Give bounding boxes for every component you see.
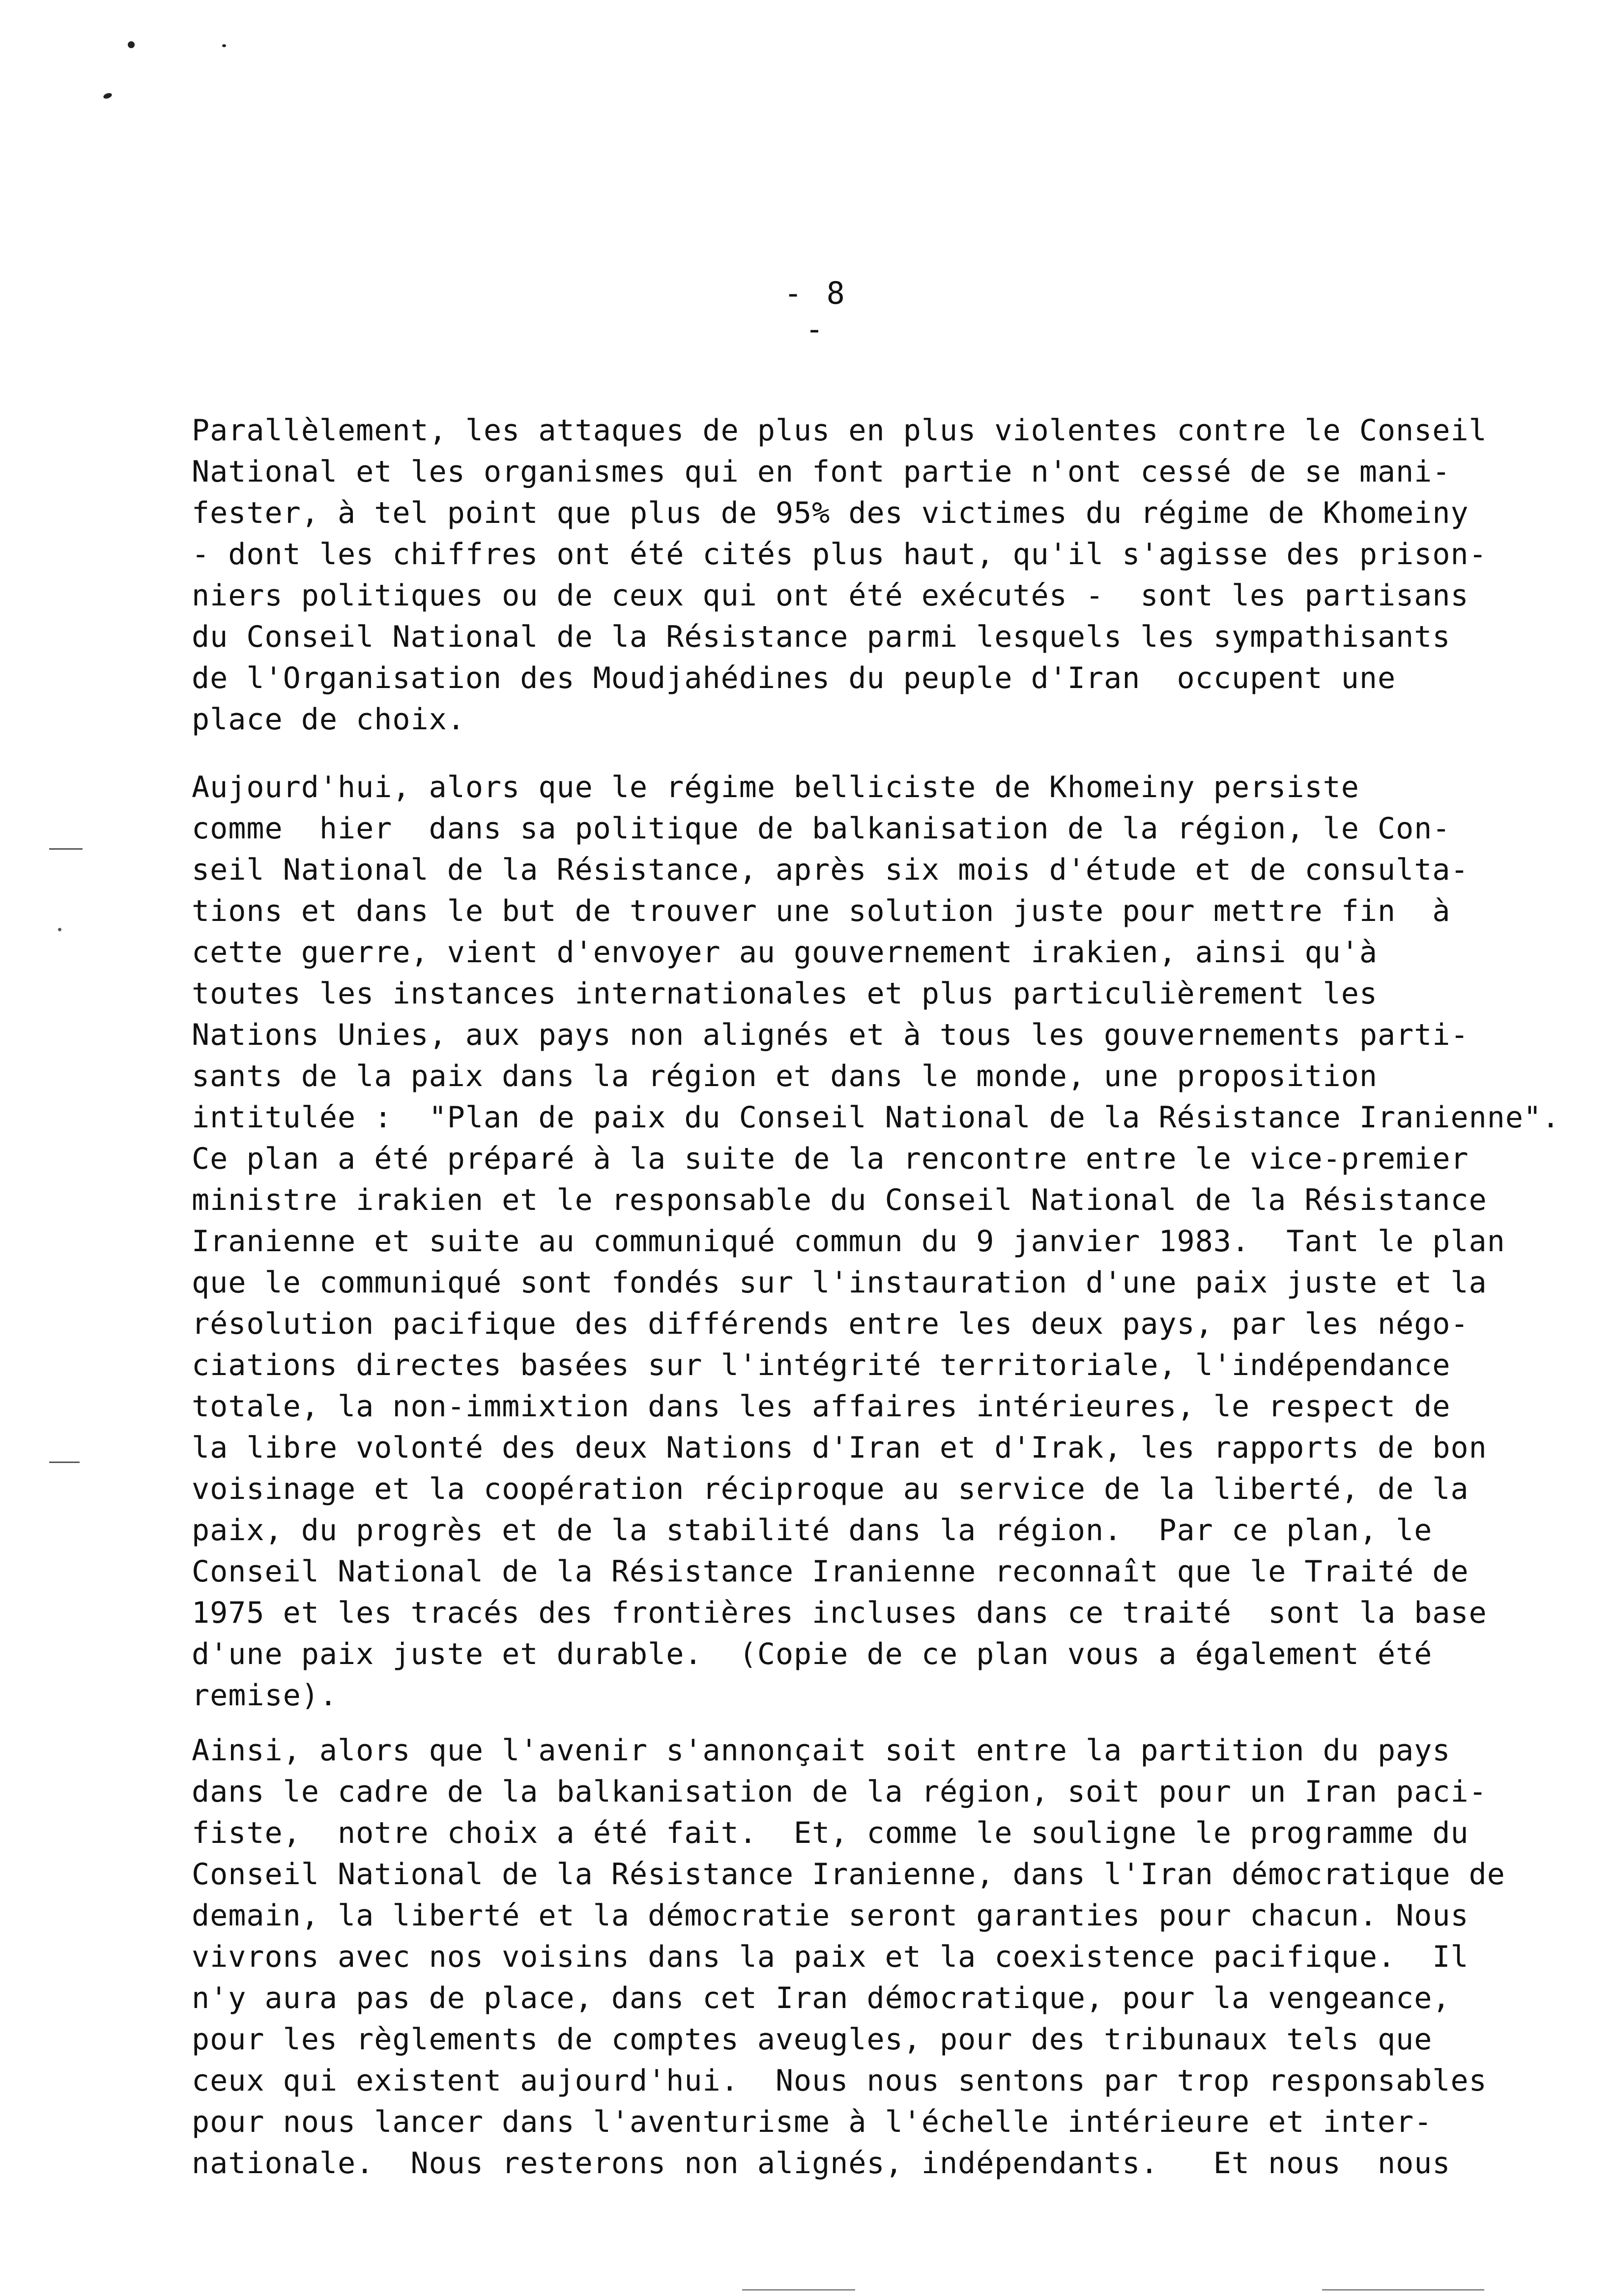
text-line: ceux qui existent aujourd'hui. Nous nous sentons par trop responsables (192, 2064, 1487, 2098)
paragraph-3 (192, 1730, 1558, 2184)
text-line: totale, la non-immixtion dans les affaires intérieures, le respect de (192, 1389, 1451, 1424)
text-line: voisinage et la coopération réciproque au service de la liberté, de la (192, 1472, 1469, 1506)
text-line: nationale. Nous resterons non alignés, indépendants. Et nous nous (192, 2146, 1451, 2181)
text-line: Iranienne et suite au communiqué commun du 9 janvier 1983. Tant le plan (192, 1224, 1505, 1259)
text-line: - dont les chiffres ont été cités plus haut, qu'il s'agisse des prison- (192, 537, 1487, 572)
text-line: résolution pacifique des différends entre les deux pays, par les négo- (192, 1307, 1469, 1341)
text-line: la libre volonté des deux Nations d'Iran et d'Irak, les rapports de bon (192, 1431, 1487, 1465)
text-line: d'une paix juste et durable. (Copie de ce plan vous a également été (192, 1637, 1433, 1671)
text-line: sants de la paix dans la région et dans le monde, une proposition (192, 1059, 1378, 1093)
margin-mark (58, 928, 61, 931)
scan-mark (222, 44, 226, 47)
text-line: 1975 et les tracés des frontières incluses dans ce traité sont la base (192, 1596, 1487, 1630)
text-line: fiste, notre choix a été fait. Et, comme le souligne le programme du (192, 1816, 1469, 1850)
text-line: comme hier dans sa politique de balkanisation de la région, le Con- (192, 811, 1451, 846)
text-line: pour nous lancer dans l'aventurisme à l'échelle intérieure et inter- (192, 2105, 1433, 2139)
scan-mark (103, 92, 113, 100)
text-line: ministre irakien et le responsable du Conseil National de la Résistance (192, 1183, 1487, 1217)
scan-edge-mark (742, 2289, 855, 2291)
paragraph-2 (192, 767, 1558, 1716)
text-line: Nations Unies, aux pays non alignés et à tous les gouvernements parti- (192, 1018, 1469, 1052)
margin-mark (49, 1462, 80, 1463)
text-line: ciations directes basées sur l'intégrité territoriale, l'indépendance (192, 1348, 1451, 1382)
text-line: cette guerre, vient d'envoyer au gouvernement irakien, ainsi qu'à (192, 935, 1378, 970)
text-line: vivrons avec nos voisins dans la paix et la coexistence pacifique. Il (192, 1940, 1469, 1974)
text-line: Parallèlement, les attaques de plus en plus violentes contre le Conseil (192, 413, 1487, 448)
text-line: que le communiqué sont fondés sur l'instauration d'une paix juste et la (192, 1265, 1487, 1300)
page-number: - 8 - (784, 275, 848, 347)
text-line: du Conseil National de la Résistance parmi lesquels les sympathisants (192, 620, 1451, 654)
text-line: toutes les instances internationales et plus particulièrement les (192, 976, 1378, 1011)
text-line: niers politiques ou de ceux qui ont été exécutés - sont les partisans (192, 578, 1469, 613)
margin-mark (49, 848, 83, 850)
text-line: Conseil National de la Résistance Iranienne, dans l'Iran démocratique de (192, 1857, 1505, 1892)
paragraph-1 (192, 410, 1558, 740)
text-line: tions et dans le but de trouver une solution juste pour mettre fin à (192, 894, 1451, 928)
text-line: demain, la liberté et la démocratie seront garanties pour chacun. Nous (192, 1898, 1469, 1933)
text-line: place de choix. (192, 702, 465, 737)
scan-edge-mark (1322, 2289, 1484, 2291)
text-line: remise). (192, 1678, 338, 1713)
text-line: paix, du progrès et de la stabilité dans la région. Par ce plan, le (192, 1513, 1433, 1548)
text-line: intitulée : "Plan de paix du Conseil National de la Résistance Iranienne". (192, 1100, 1560, 1135)
text-line: Conseil National de la Résistance Iranienne reconnaît que le Traité de (192, 1554, 1469, 1589)
text-line: n'y aura pas de place, dans cet Iran démocratique, pour la vengeance, (192, 1981, 1451, 2015)
text-line: Ce plan a été préparé à la suite de la rencontre entre le vice-premier (192, 1142, 1469, 1176)
text-line: seil National de la Résistance, après six mois d'étude et de consulta- (192, 853, 1469, 887)
scan-mark (128, 41, 135, 48)
text-line: pour les règlements de comptes aveugles, pour des tribunaux tels que (192, 2022, 1433, 2057)
text-line: Ainsi, alors que l'avenir s'annonçait soit entre la partition du pays (192, 1733, 1451, 1768)
text-line: fester, à tel point que plus de 95% des victimes du régime de Khomeiny (192, 496, 1469, 530)
text-line: de l'Organisation des Moudjahédines du peuple d'Iran occupent une (192, 661, 1396, 695)
text-line: dans le cadre de la balkanisation de la région, soit pour un Iran paci- (192, 1775, 1487, 1809)
text-line: Aujourd'hui, alors que le régime belliciste de Khomeiny persiste (192, 770, 1359, 804)
text-line: National et les organismes qui en font partie n'ont cessé de se mani- (192, 455, 1451, 489)
